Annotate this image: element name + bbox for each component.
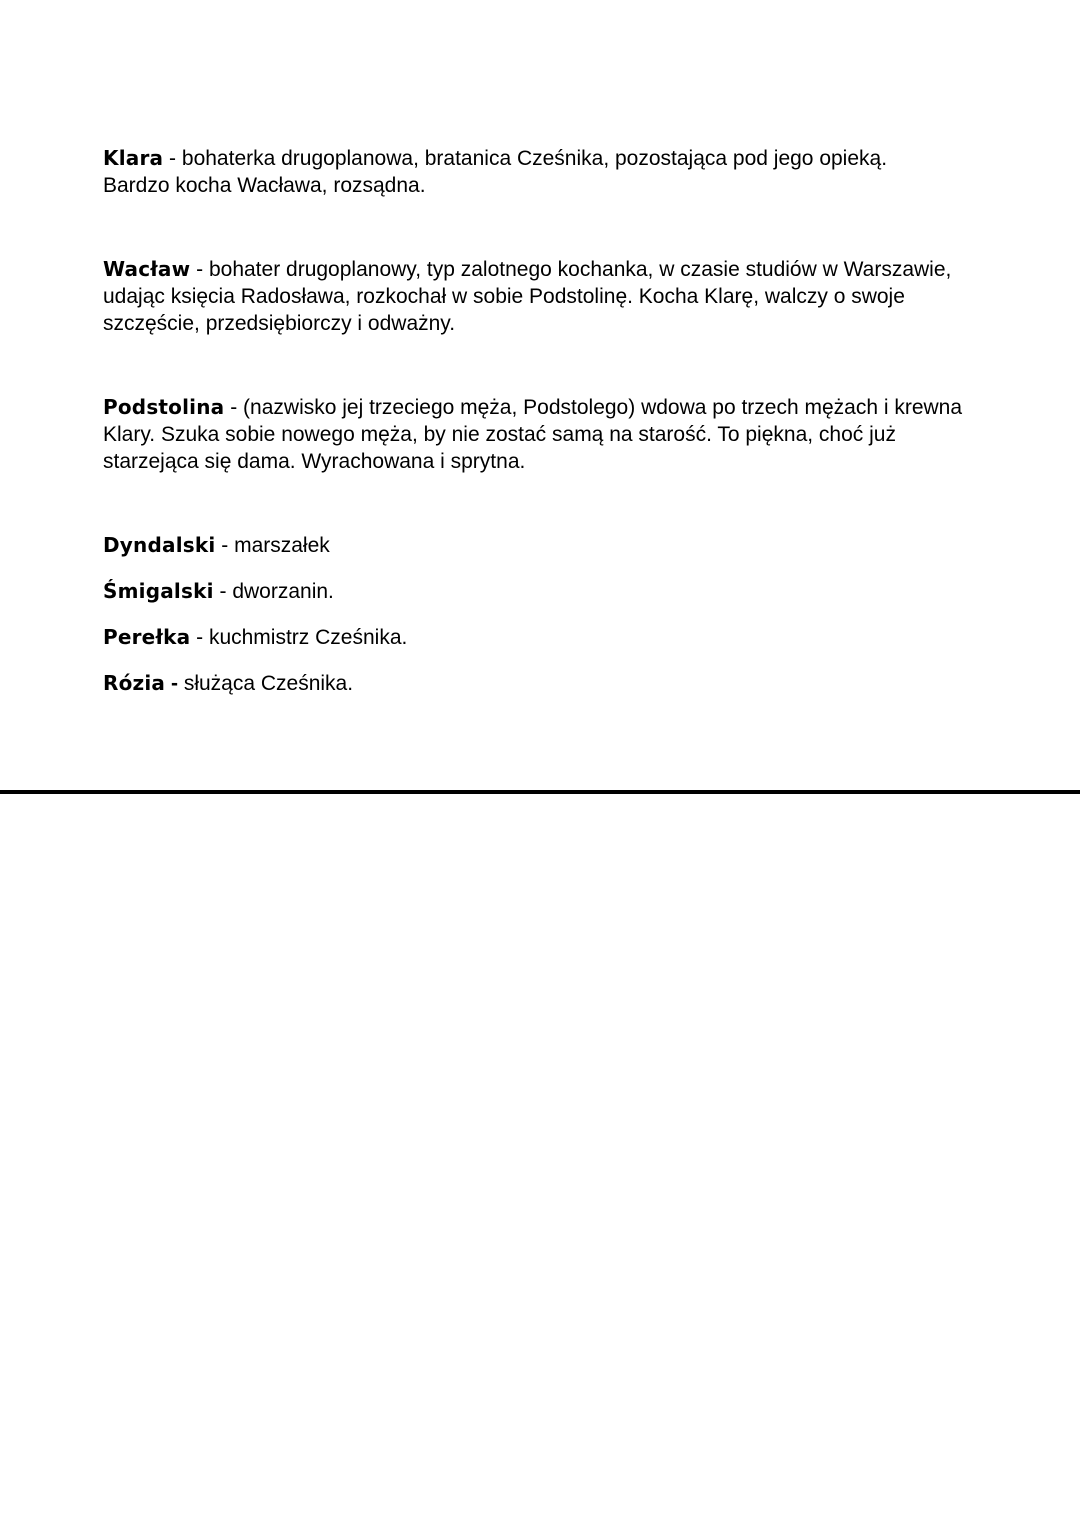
character-description: bohaterka drugoplanowa, bratanica Cześnika, pozostająca pod jego opieką. Bardzo kocha Wacława, rozsądna. — [103, 147, 888, 197]
character-entry-dyndalski — [103, 532, 983, 559]
character-name: Wacław — [103, 257, 191, 281]
character-name: Śmigalski — [103, 579, 214, 603]
character-entry-perelka — [103, 624, 983, 651]
separator: - — [213, 580, 233, 603]
separator: - — [215, 534, 235, 557]
character-name: Klara — [103, 146, 164, 170]
character-name: Perełka — [103, 625, 191, 649]
character-entry-podstolina — [103, 394, 983, 475]
separator: - — [163, 147, 182, 170]
character-description: kuchmistrz Cześnika. — [208, 626, 408, 649]
separator: - — [165, 672, 184, 695]
separator: - — [190, 626, 209, 649]
character-description: marszałek — [234, 534, 330, 557]
separator: - — [190, 258, 209, 281]
character-name: Dyndalski — [103, 533, 216, 557]
character-description: (nazwisko jej trzeciego męża, Podstolego) wdowa po trzech mężach i krewna Klary. Szuka sobie nowego męża, by nie zostać samą na starość. To piękna, choć już starzejąca się dama. Wyrachowana i sprytna. — [103, 396, 963, 473]
character-entry-smigalski — [103, 578, 983, 605]
character-description: bohater drugoplanowy, typ zalotnego kochanka, w czasie studiów w Warszawie, udając księcia Radosława, rozkochał w sobie Podstolinę. Kocha Klarę, walczy o swoje szczęście, przedsiębiorczy i odważny. — [103, 258, 952, 335]
character-name: Rózia — [103, 671, 166, 695]
character-name: Podstolina — [103, 395, 225, 419]
character-entry-rozia — [103, 670, 983, 697]
character-entry-klara — [103, 145, 933, 199]
horizontal-divider — [0, 790, 1080, 794]
character-entry-waclaw — [103, 256, 983, 337]
separator: - — [224, 396, 244, 419]
character-description: dworzanin. — [232, 580, 334, 603]
character-list — [103, 145, 983, 716]
character-description: służąca Cześnika. — [183, 672, 354, 695]
